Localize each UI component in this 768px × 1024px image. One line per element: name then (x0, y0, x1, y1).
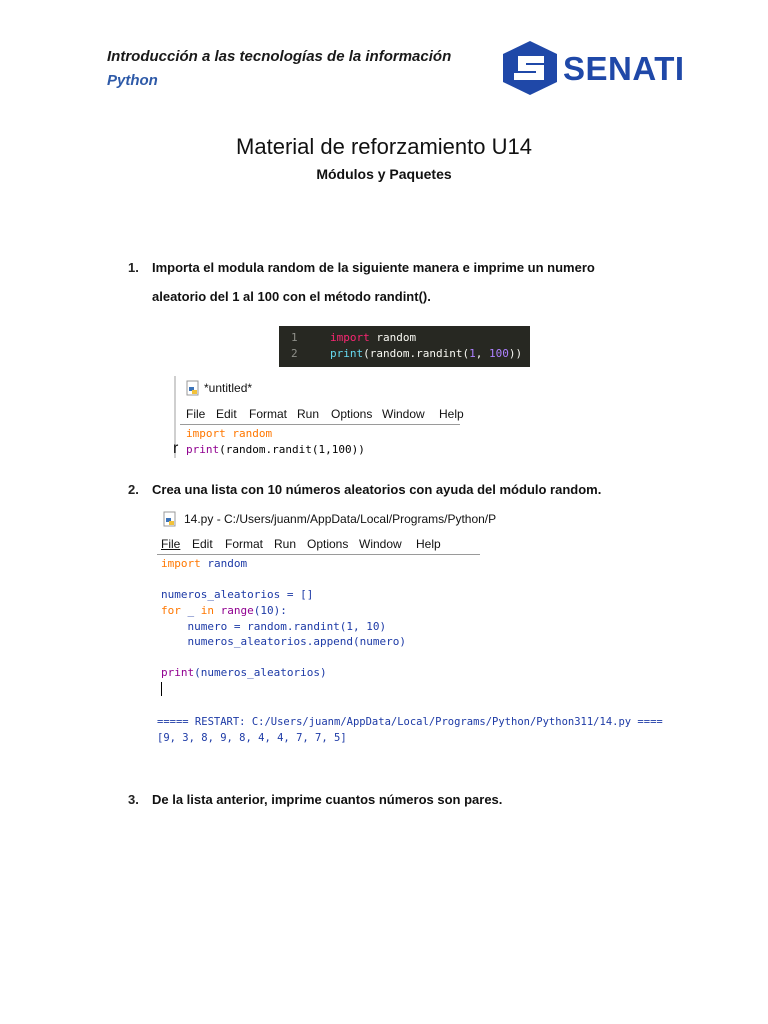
menu-options[interactable]: Options (331, 407, 373, 421)
builtin: range (220, 604, 254, 617)
python-file-icon (186, 381, 200, 395)
builtin: print (186, 443, 220, 456)
code-line (186, 443, 365, 456)
code-line (161, 604, 287, 617)
page-subtitle: Módulos y Paquetes (316, 166, 452, 182)
menu-bar (161, 537, 461, 553)
question-2-line1: Crea una lista con 10 números aleatorios con ayuda del módulo random. (152, 482, 602, 497)
code-line-2 (279, 346, 530, 362)
line-number: 2 (291, 347, 298, 360)
logo-text: SENATI (563, 50, 685, 87)
window-title: 14.py - C:/Users/juanm/AppData/Local/Programs/Python/P (184, 512, 497, 526)
code-line (161, 557, 247, 570)
keyword: import (161, 557, 201, 570)
code-line: numeros_aleatorios.append(numero) (161, 635, 407, 648)
code-text: (numeros_aleatorios) (194, 666, 327, 679)
restart-banner: ===== RESTART: C:/Users/juanm/AppData/Local/Programs/Python/Python311/14.py ==== (157, 716, 663, 728)
edge-char: r (173, 440, 179, 457)
line-number: 1 (291, 331, 298, 344)
menu-file[interactable]: File (161, 537, 181, 551)
code-text: )) (508, 347, 523, 360)
question-3-number: 3. (128, 792, 139, 807)
keyword: in (200, 604, 214, 617)
menu-file[interactable]: File (186, 407, 206, 421)
code-text: _ (180, 604, 201, 617)
question-2-number: 2. (128, 482, 139, 497)
code-text: , (475, 347, 489, 360)
question-1-line1: Importa el modula random de la siguiente manera e imprime un numero (152, 260, 595, 275)
menu-window[interactable]: Window (382, 407, 425, 421)
menu-options[interactable]: Options (307, 537, 349, 551)
question-1-number: 1. (128, 260, 139, 275)
code-line (186, 427, 272, 440)
code-line: numeros_aleatorios = [] (161, 588, 314, 601)
code-text: (random.randint( (363, 347, 470, 360)
menu-bar (186, 407, 464, 423)
code-text: (10): (253, 604, 287, 617)
code-text: random (200, 557, 248, 570)
code-line-1 (279, 330, 530, 346)
menu-help[interactable]: Help (439, 407, 464, 421)
menu-run[interactable]: Run (297, 407, 320, 421)
menu-divider (157, 554, 480, 555)
window-title: *untitled* (204, 381, 253, 395)
menu-divider (180, 424, 460, 425)
function: print (330, 347, 364, 360)
keyword: import (186, 427, 226, 440)
keyword: for (161, 604, 181, 617)
question-1-line2: aleatorio del 1 al 100 con el método randint(). (152, 289, 431, 304)
menu-edit[interactable]: Edit (216, 407, 237, 421)
number: 100 (488, 347, 509, 360)
code-text: random (369, 331, 417, 344)
keyword: import (330, 331, 370, 344)
menu-format[interactable]: Format (249, 407, 288, 421)
menu-run[interactable]: Run (274, 537, 297, 551)
dark-code-snippet (279, 326, 530, 367)
code-text (214, 604, 221, 617)
menu-help[interactable]: Help (416, 537, 441, 551)
python-file-icon (163, 512, 177, 526)
number: 1 (469, 347, 476, 360)
code-text: (random.randit(1,100)) (219, 443, 365, 456)
code-text: random (225, 427, 273, 440)
code-line (161, 666, 327, 679)
menu-format[interactable]: Format (225, 537, 264, 551)
code-line: numero = random.randint(1, 10) (161, 620, 387, 633)
course-subject: Python (107, 72, 158, 89)
builtin: print (161, 666, 195, 679)
menu-window[interactable]: Window (359, 537, 402, 551)
question-3-line1: De la lista anterior, imprime cuantos números son pares. (152, 792, 503, 807)
page-title: Material de reforzamiento U14 (236, 134, 532, 159)
menu-edit[interactable]: Edit (192, 537, 213, 551)
course-title: Introducción a las tecnologías de la información (107, 48, 452, 65)
program-output: [9, 3, 8, 9, 8, 4, 4, 7, 7, 5] (157, 732, 347, 744)
text-cursor (161, 682, 162, 696)
